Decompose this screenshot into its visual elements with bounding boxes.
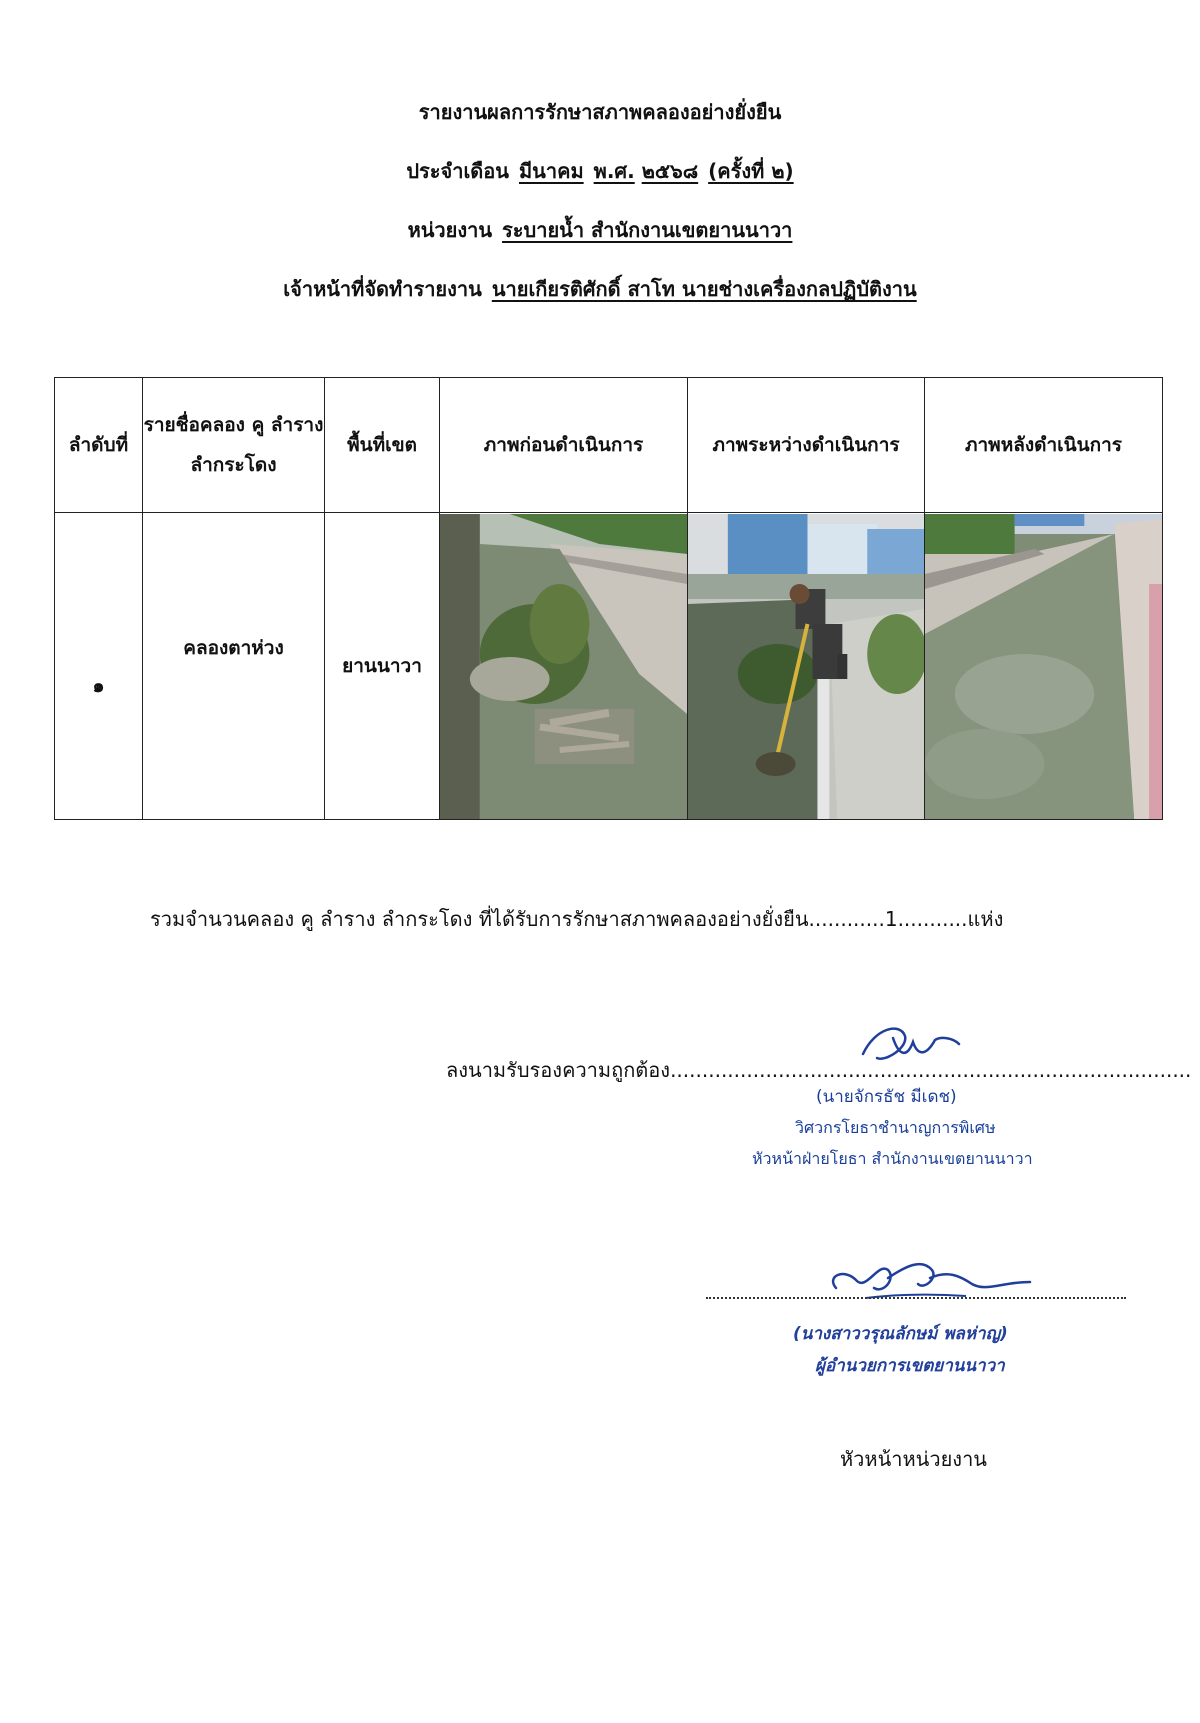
col-header-no: ลำดับที่ xyxy=(55,378,143,513)
director-position-stamp: ผู้อำนวยการเขตยานนาวา xyxy=(815,1356,1005,1376)
row-canal-name: คลองตาห่วง xyxy=(143,513,325,820)
col-header-during: ภาพระหว่างดำเนินการ xyxy=(688,378,925,513)
unit-head-label: หัวหน้าหน่วยงาน xyxy=(840,1447,987,1471)
photo-during-cell xyxy=(688,513,925,820)
table-row xyxy=(55,513,1163,820)
report-officer: นายเกียรติศักดิ์ สาโท นายช่างเครื่องกลปฏิบัติงาน xyxy=(491,277,917,301)
director-name-stamp: (นางสาววรุณลักษม์ พลห่าญ) xyxy=(793,1324,1008,1344)
report-month-line: ประจำเดือน มีนาคม พ.ศ. ๒๕๖๘ (ครั้งที่ ๒) xyxy=(406,159,794,183)
report-table xyxy=(54,377,1163,820)
report-title: รายงานผลการรักษาสภาพคลองอย่างยั่งยืน xyxy=(418,100,782,124)
col-header-district: พื้นที่เขต xyxy=(325,378,440,513)
table-header-row xyxy=(55,378,1163,513)
photo-after-cell xyxy=(925,513,1163,820)
photo-before xyxy=(440,514,687,819)
certify-name: (นายจักรธัช มีเดช) xyxy=(816,1087,957,1107)
report-unit: ระบายน้ำ สำนักงานเขตยานนาวา xyxy=(502,218,793,242)
row-district: ยานนาวา xyxy=(325,513,440,820)
report-unit-line: หน่วยงาน ระบายน้ำ สำนักงานเขตยานนาวา xyxy=(407,218,793,242)
photo-during xyxy=(688,514,924,819)
col-header-after: ภาพหลังดำเนินการ xyxy=(925,378,1163,513)
director-sign-dots xyxy=(706,1297,1126,1299)
photo-after xyxy=(925,514,1162,819)
certify-position: วิศวกรโยธาชำนาญการพิเศษ xyxy=(795,1118,996,1137)
report-round: (ครั้งที่ ๒) xyxy=(708,159,794,183)
report-month: มีนาคม xyxy=(518,159,584,183)
report-year-label: พ.ศ. xyxy=(593,159,635,183)
summary-count: 1 xyxy=(884,907,898,931)
certify-line: ลงนามรับรองความถูกต้อง.................................................................................. xyxy=(446,1058,1192,1082)
summary-line: รวมจำนวนคลอง คู ลำราง ลำกระโดง ที่ได้รับการรักษาสภาพคลองอย่างยั่งยืน............1...........แห่ง xyxy=(150,907,1004,931)
report-year: ๒๕๖๘ xyxy=(641,159,699,183)
row-no: ๑ xyxy=(55,513,143,820)
col-header-canal: รายชื่อคลอง คู ลำราง ลำกระโดง xyxy=(143,378,325,513)
director-signature xyxy=(826,1248,1036,1314)
report-officer-line: เจ้าหน้าที่จัดทำรายงาน นายเกียรติศักดิ์ สาโท นายช่างเครื่องกลปฏิบัติงาน xyxy=(283,277,917,301)
certify-department: หัวหน้าฝ่ายโยธา สำนักงานเขตยานนาวา xyxy=(752,1149,1033,1168)
certify-signature xyxy=(855,1018,965,1076)
photo-before-cell xyxy=(440,513,688,820)
col-header-before: ภาพก่อนดำเนินการ xyxy=(440,378,688,513)
